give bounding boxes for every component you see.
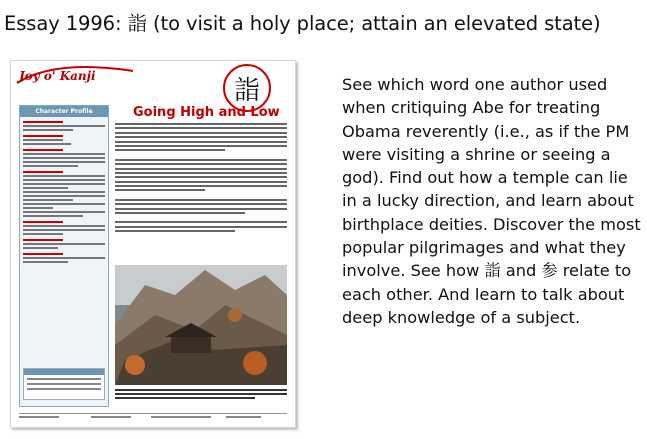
body-line (115, 127, 287, 129)
sidebar-line (23, 143, 71, 145)
body-line (115, 212, 245, 214)
body-line (115, 181, 287, 183)
footer-text (226, 416, 261, 418)
sidebar-line (23, 195, 105, 197)
sidebar-line (23, 233, 63, 235)
character-profile-sidebar (19, 105, 109, 407)
sidebar-heading (23, 253, 63, 255)
footer-text (91, 416, 131, 418)
sidebar-table-row (27, 383, 101, 385)
featured-kanji: 詣 (223, 64, 271, 112)
body-line (115, 176, 287, 178)
sidebar-heading (23, 171, 63, 173)
sidebar-line (23, 165, 78, 167)
footer-text (151, 416, 211, 418)
sidebar-line (23, 187, 68, 189)
body-line (115, 168, 287, 170)
essay-description: See which word one author used when critiquing Abe for treating Obama reverently (i.e., as if the PM were visiting a shrine or seeing a god). Find out how a temple can lie in a lucky direction, and learn about birthplace deities. Discover the most popular pilgrimages and what they involve. See how 詣 and 参 relate to each other. And learn to talk about deep knowledge of a subject. (342, 75, 641, 327)
sidebar-line (23, 225, 105, 227)
sidebar-line (23, 183, 105, 185)
article-body (115, 123, 287, 235)
body-line (115, 226, 287, 228)
body-line (115, 163, 287, 165)
sidebar-line (23, 191, 105, 193)
caption-line (115, 389, 287, 391)
sidebar-table (23, 368, 105, 400)
body-line (115, 159, 287, 161)
page-footer-rule (19, 413, 287, 414)
sidebar-line (23, 125, 105, 127)
sidebar-line (23, 229, 105, 231)
sidebar-line (23, 215, 83, 217)
body-line (115, 189, 205, 191)
sidebar-heading (23, 149, 63, 151)
sidebar-table-header (24, 369, 104, 375)
body-line (115, 145, 287, 147)
sidebar-line (23, 157, 105, 159)
body-line (115, 199, 287, 201)
sidebar-line (23, 179, 105, 181)
article-title: Going High and Low (133, 105, 280, 120)
body-line (115, 230, 235, 232)
photo-caption (115, 389, 287, 401)
logo: Joy o' Kanji (19, 69, 96, 83)
essay-title: Essay 1996: 詣 (to visit a holy place; attain an elevated state) (4, 12, 601, 35)
body-line (115, 123, 287, 125)
sidebar-line (23, 203, 105, 205)
sidebar-line (23, 243, 105, 245)
sidebar-line (23, 211, 105, 213)
sidebar-line (23, 129, 73, 131)
sidebar-line (23, 261, 68, 263)
body-line (115, 132, 287, 134)
sidebar-heading (23, 121, 63, 123)
body-line (115, 136, 287, 138)
body-line (115, 149, 225, 151)
footer-text (19, 416, 59, 418)
sidebar-heading (23, 239, 63, 241)
body-line (115, 172, 287, 174)
sidebar-line (23, 175, 105, 177)
sidebar-table-row (27, 388, 101, 390)
body-line (115, 141, 287, 143)
temple-photo (115, 265, 287, 385)
sidebar-line (23, 247, 58, 249)
sidebar-line (23, 161, 105, 163)
sidebar-line (23, 153, 105, 155)
sidebar-heading (23, 221, 63, 223)
body-line (115, 185, 287, 187)
essay-page-thumbnail[interactable] (10, 60, 296, 428)
body-line (115, 208, 287, 210)
sidebar-title: Character Profile (20, 106, 108, 117)
body-line (115, 203, 287, 205)
sidebar-line (23, 199, 73, 201)
sidebar-line (23, 139, 63, 141)
sidebar-table-row (27, 378, 101, 380)
sidebar-heading (23, 135, 63, 137)
sidebar-line (23, 257, 105, 259)
caption-line (115, 393, 287, 395)
body-line (115, 221, 287, 223)
caption-line (115, 397, 255, 399)
sidebar-line (23, 207, 53, 209)
